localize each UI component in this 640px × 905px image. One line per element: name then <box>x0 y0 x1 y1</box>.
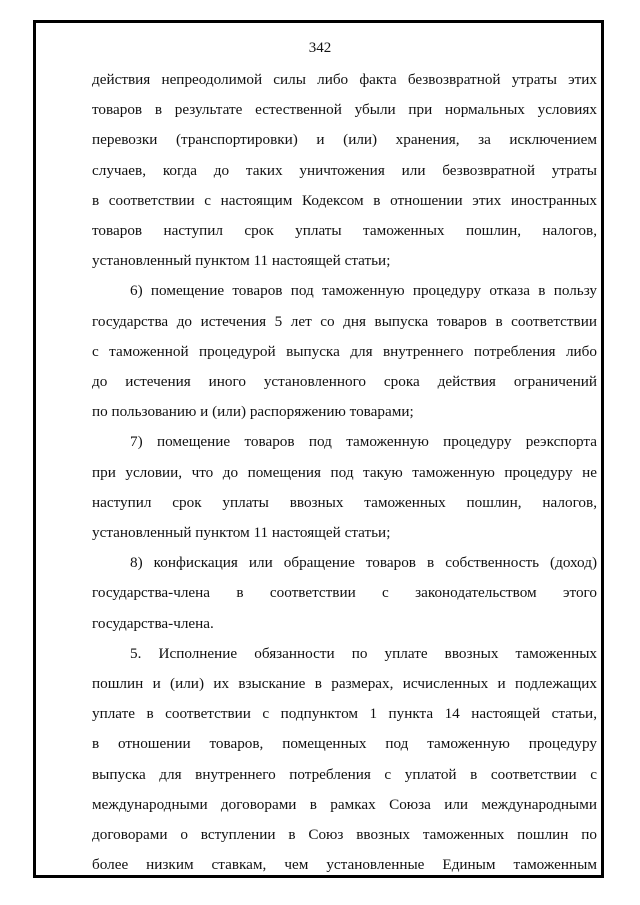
text-line: международными договорами в рамках Союза или международными <box>92 795 597 813</box>
paragraph-p6 <box>92 276 597 427</box>
text-line: государства-члена в соответствии с законодательством этого <box>92 584 597 602</box>
paragraph-p7 <box>92 427 597 548</box>
text-line: пошлин и (или) их взыскание в размерах, исчисленных и подлежащих <box>92 675 597 693</box>
text-line: до истечения иного установленного срока действия ограничений <box>92 373 597 391</box>
text-line: по пользованию и (или) распоряжению товарами; <box>92 403 414 421</box>
text-line: при условии, что до помещения под такую таможенную процедуру не <box>92 463 597 481</box>
text-line: договорами о вступлении в Союз ввозных таможенных пошлин по <box>92 826 597 844</box>
text-line: 6) помещение товаров под таможенную процедуру отказа в пользу <box>130 282 597 300</box>
text-line: случаев, когда до таких уничтожения или безвозвратной утраты <box>92 161 597 179</box>
text-line: более низким ставкам, чем установленные Единым таможенным <box>92 856 597 874</box>
text-line: государства-члена. <box>92 614 214 632</box>
text-line: товаров в результате естественной убыли при нормальных условиях <box>92 101 597 119</box>
paragraph-cont <box>92 65 597 276</box>
text-line: действия непреодолимой силы либо факта безвозвратной утраты этих <box>92 71 597 88</box>
text-line: товаров наступил срок уплаты таможенных пошлин, налогов, <box>92 222 597 240</box>
text-line: 8) конфискация или обращение товаров в собственность (доход) <box>130 554 597 572</box>
text-line: в соответствии с настоящим Кодексом в отношении этих иностранных <box>92 191 597 209</box>
text-line: 5. Исполнение обязанности по уплате ввозных таможенных <box>130 644 597 662</box>
text-line: перевозки (транспортировки) и (или) хранения, за исключением <box>92 131 597 149</box>
text-line: установленный пунктом 11 настоящей статьи; <box>92 252 391 270</box>
text-line: государства до истечения 5 лет со дня выпуска товаров в соответствии <box>92 312 597 330</box>
text-line: установленный пунктом 11 настоящей статьи; <box>92 524 391 542</box>
text-line: выпуска для внутреннего потребления с уплатой в соответствии с <box>92 765 597 783</box>
text-line: наступил срок уплаты ввозных таможенных пошлин, налогов, <box>92 493 597 511</box>
text-line: в отношении товаров, помещенных под таможенную процедуру <box>92 735 597 753</box>
page-number: 342 <box>308 40 332 56</box>
paragraph-p8 <box>92 548 597 639</box>
text-line: 7) помещение товаров под таможенную процедуру реэкспорта <box>130 433 597 451</box>
document-body <box>92 65 597 880</box>
text-line: уплате в соответствии с подпунктом 1 пункта 14 настоящей статьи, <box>92 705 597 723</box>
paragraph-p5 <box>92 639 597 881</box>
text-line: с таможенной процедурой выпуска для внутреннего потребления либо <box>92 342 597 360</box>
